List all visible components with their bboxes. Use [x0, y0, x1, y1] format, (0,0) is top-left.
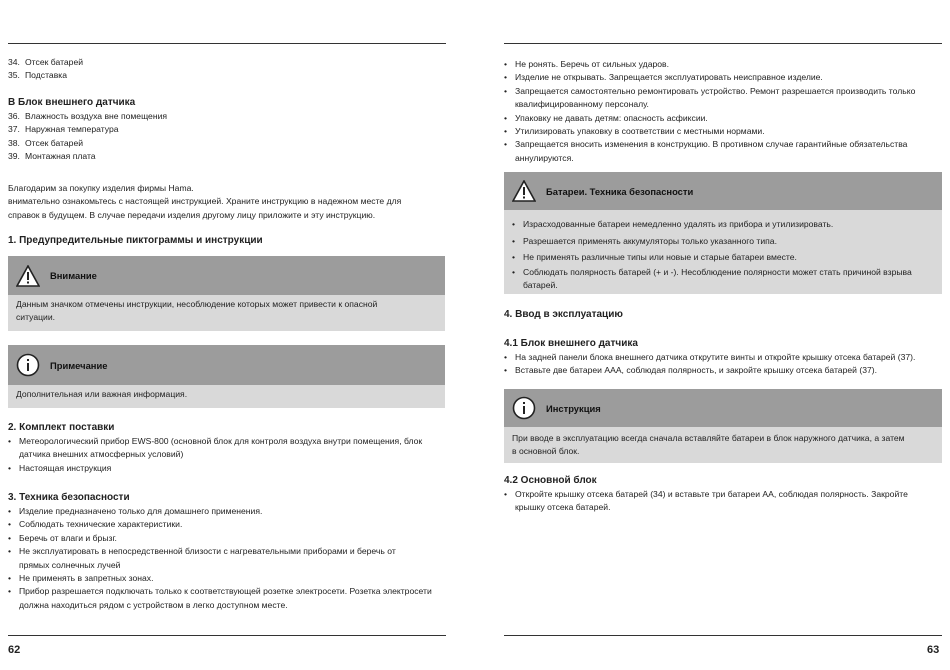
- safety-list-continued: [504, 58, 944, 165]
- list-item: • Израсходованные батареи немедленно удалять из прибора и утилизировать.: [512, 219, 834, 229]
- page-number: 63: [927, 644, 940, 656]
- warning-box-header: [8, 256, 445, 295]
- list-item: • Не применять в запретных зонах.: [8, 573, 154, 584]
- info-circle-icon: [16, 353, 40, 377]
- parts-list-top: [8, 56, 448, 83]
- list-item: 37. Наружная температура: [8, 124, 119, 135]
- list-item: • Запрещается самостоятельно ремонтировать устройство. Ремонт разрешается производить только квалифицированному персоналу.: [504, 85, 916, 110]
- section-4-2-heading: 4.2 Основной блок: [504, 475, 597, 486]
- list-item: • Беречь от влаги и брызг.: [8, 532, 117, 543]
- right-page: [475, 0, 950, 670]
- list-item: • Упаковку не давать детям: опасность асфиксии.: [504, 112, 708, 123]
- list-item: • Вставьте две батареи ААА, соблюдая полярность, и закройте крышку отсека батарей (37).: [504, 365, 878, 376]
- list-item: 36. Влажность воздуха вне помещения: [8, 111, 168, 121]
- warning-text: ситуации.: [16, 312, 56, 323]
- note-text: Дополнительная или важная информация.: [16, 389, 188, 399]
- instruction-box-body: [504, 427, 942, 463]
- warning-title: Внимание: [50, 270, 97, 281]
- warning-box-body: [8, 295, 445, 331]
- battery-box-body: [504, 210, 942, 294]
- instruction-title: Инструкция: [546, 402, 601, 414]
- list-item: • Соблюдать полярность батарей (+ и -). Несоблюдение полярности может стать причиной взрыва батарей.: [512, 266, 912, 290]
- top-rule: [8, 43, 446, 44]
- list-item: • Разрешается применять аккумуляторы только указанного типа.: [512, 235, 777, 246]
- list-item: 35. Подставка: [8, 70, 67, 81]
- sensor-unit-heading: B Блок внешнего датчика: [8, 97, 136, 108]
- intro-line: внимательно ознакомьтесь с настоящей инструкцией. Храните инструкцию в надежном месте для: [8, 196, 402, 207]
- section-3-list: [8, 505, 448, 612]
- note-title: Примечание: [50, 359, 108, 371]
- list-item: 34. Отсек батарей: [8, 57, 84, 67]
- list-item: • Прибор разрешается подключать только к соответствующей розетке электросети. Розетка электросети должна находиться рядом с устройством в легко доступном месте.: [8, 586, 432, 610]
- intro-paragraph: [8, 182, 448, 222]
- note-box-header: [8, 345, 445, 385]
- warning-triangle-icon: [16, 264, 40, 288]
- list-item: • Не применять различные типы или новые и старые батареи вместе.: [512, 252, 797, 262]
- list-item: • Изделие не открывать. Запрещается эксплуатировать неисправное изделие.: [504, 72, 823, 83]
- list-item: • На задней панели блока внешнего датчика открутите винты и откройте крышку отсека батарей (37).: [504, 352, 916, 362]
- warning-text: Данным значком отмечены инструкции, несоблюдение которых может привести к опасной: [16, 299, 378, 309]
- bottom-rule: [8, 635, 446, 636]
- instruction-text: При вводе в эксплуатацию всегда сначала вставляйте батареи в блок наружного датчика, а затем: [512, 433, 905, 443]
- sensor-parts-list: [8, 110, 448, 164]
- section-1-heading: 1. Предупредительные пиктограммы и инструкции: [8, 235, 263, 246]
- intro-line: справок в будущем. В случае передачи изделия другому лицу приложите и эту инструкцию.: [8, 209, 376, 220]
- list-item: • Не эксплуатировать в непосредственной близости с нагревательными приборами и беречь от прямых солнечных лучей: [8, 546, 396, 570]
- info-circle-icon: [512, 396, 536, 420]
- section-2-list: [8, 435, 448, 475]
- list-item: • Соблюдать технические характеристики.: [8, 519, 183, 530]
- battery-box-title: Батареи. Техника безопасности: [546, 185, 694, 197]
- section-2-heading: 2. Комплект поставки: [8, 422, 115, 433]
- list-item: • Откройте крышку отсека батарей (34) и вставьте три батареи АА, соблюдая полярность. Закройте крышку отсека батарей.: [504, 489, 908, 513]
- list-item: • Изделие предназначено только для домашнего применения.: [8, 506, 263, 516]
- section-4-heading: 4. Ввод в эксплуатацию: [504, 309, 623, 320]
- list-item: • Запрещается вносить изменения в конструкцию. В противном случае гарантийные обязательства аннулируются.: [504, 139, 908, 163]
- list-item: • Не ронять. Беречь от сильных ударов.: [504, 59, 669, 69]
- intro-line: Благодарим за покупку изделия фирмы Hama.: [8, 183, 194, 193]
- section-3-heading: 3. Техника безопасности: [8, 492, 130, 503]
- bottom-rule: [504, 635, 942, 636]
- list-item: • Настоящая инструкция: [8, 462, 112, 473]
- list-item: • Утилизировать упаковку в соответствии с местными нормами.: [504, 126, 765, 137]
- list-item: 39. Монтажная плата: [8, 151, 96, 162]
- section-4-2-list: [504, 488, 944, 515]
- list-item: • Метеорологический прибор EWS-800 (основной блок для контроля воздуха внутри помещения, блок датчика внешних атмосферных условий): [8, 436, 423, 460]
- list-item: 38. Отсек батарей: [8, 137, 84, 148]
- note-box-body: [8, 385, 445, 408]
- battery-box-header: [504, 172, 942, 210]
- instruction-box-header: [504, 389, 942, 427]
- section-4-1-list: [504, 351, 944, 378]
- warning-triangle-icon: [512, 179, 536, 203]
- instruction-text: в основной блок.: [512, 446, 580, 457]
- top-rule: [504, 43, 942, 44]
- section-4-1-heading: 4.1 Блок внешнего датчика: [504, 338, 638, 349]
- page-number: 62: [8, 644, 21, 656]
